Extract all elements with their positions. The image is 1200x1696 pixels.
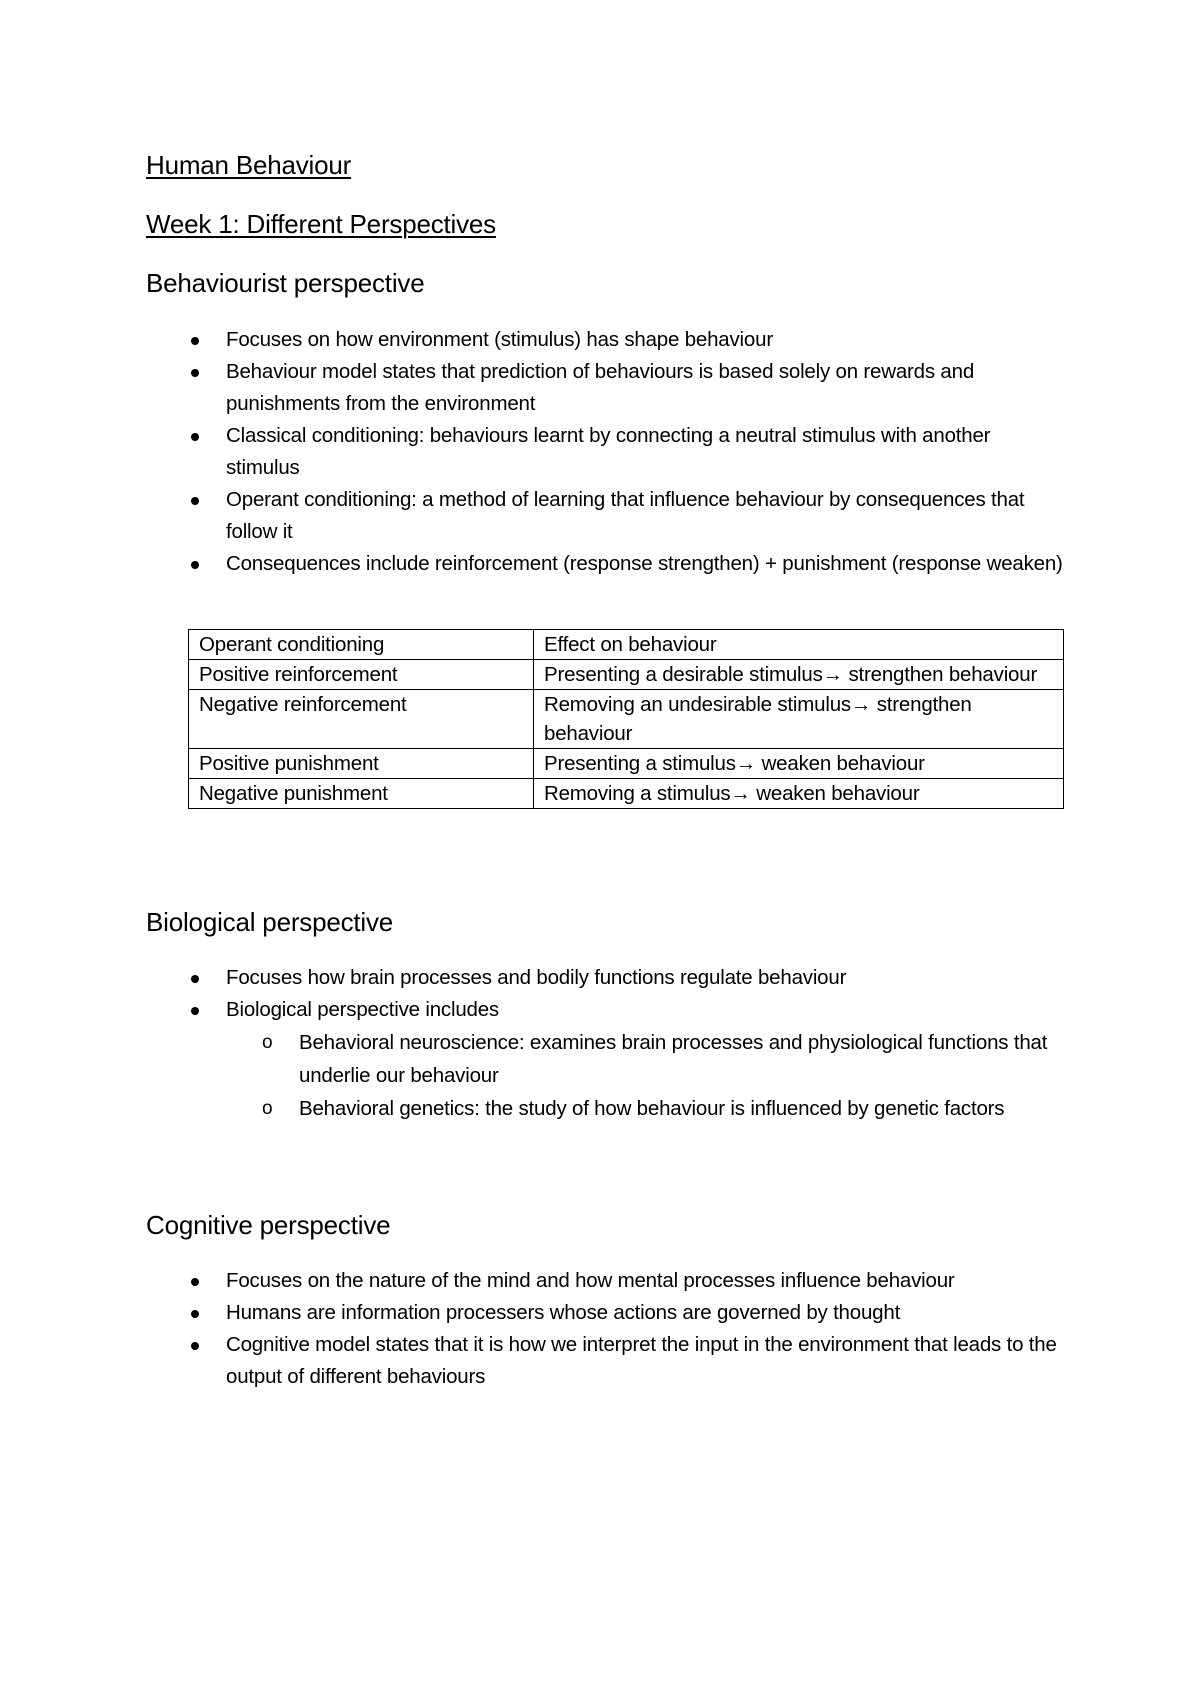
list-item-text: Biological perspective includes xyxy=(226,998,499,1021)
bullet-icon xyxy=(191,433,199,441)
list-item xyxy=(146,962,1066,994)
list-item-text: Operant conditioning: a method of learning that influence behaviour by consequences that follow it xyxy=(226,488,1025,543)
operant-conditioning-table xyxy=(188,629,1064,809)
cognitive-heading: Cognitive perspective xyxy=(146,1210,391,1240)
bullet-icon xyxy=(191,1007,199,1015)
sub-list-item-text: Behavioral genetics: the study of how behaviour is influenced by genetic factors xyxy=(299,1097,1005,1120)
table-cell: Removing an undesirable stimulus→ strengthen behaviour xyxy=(534,690,1064,749)
list-item-text: Behaviour model states that prediction of behaviours is based solely on rewards and punishments from the environment xyxy=(226,360,975,415)
table-row xyxy=(189,749,1064,779)
list-item xyxy=(146,356,1066,420)
list-item-text: Cognitive model states that it is how we interpret the input in the environment that leads to the output of different behaviours xyxy=(226,1333,1057,1388)
table-header-cell: Operant conditioning xyxy=(189,630,534,660)
table-header-row xyxy=(189,630,1064,660)
hollow-bullet-icon: o xyxy=(262,1098,273,1119)
bullet-icon xyxy=(191,497,199,505)
table-header-cell: Effect on behaviour xyxy=(534,630,1064,660)
table-row xyxy=(189,660,1064,690)
bullet-icon xyxy=(191,1342,199,1350)
table-cell: Presenting a desirable stimulus→ strengthen behaviour xyxy=(534,660,1064,690)
biological-bullet-list xyxy=(146,962,1066,1125)
table-cell: Removing a stimulus→ weaken behaviour xyxy=(534,779,1064,809)
bullet-icon xyxy=(191,1310,199,1318)
list-item xyxy=(146,1329,1066,1393)
list-item xyxy=(146,420,1066,484)
table-cell: Negative reinforcement xyxy=(189,690,534,749)
table-cell: Positive reinforcement xyxy=(189,660,534,690)
list-item xyxy=(146,994,1066,1125)
week-title: Week 1: Different Perspectives xyxy=(146,209,496,239)
list-item xyxy=(146,1265,1066,1297)
list-item xyxy=(146,1297,1066,1329)
sub-list-item xyxy=(226,1092,1066,1125)
biological-heading: Biological perspective xyxy=(146,907,394,937)
list-item xyxy=(146,324,1066,356)
table-cell: Positive punishment xyxy=(189,749,534,779)
table-row xyxy=(189,690,1064,749)
list-item-text: Focuses how brain processes and bodily functions regulate behaviour xyxy=(226,966,847,989)
sub-list-item xyxy=(226,1026,1066,1092)
list-item xyxy=(146,548,1066,580)
list-item-text: Classical conditioning: behaviours learnt by connecting a neutral stimulus with another stimulus xyxy=(226,424,991,479)
document-title: Human Behaviour xyxy=(146,150,352,180)
list-item-text: Focuses on the nature of the mind and how mental processes influence behaviour xyxy=(226,1269,955,1292)
list-item-text: Consequences include reinforcement (response strengthen) + punishment (response weaken) xyxy=(226,552,1063,575)
behaviourist-heading: Behaviourist perspective xyxy=(146,268,425,298)
bullet-icon xyxy=(191,369,199,377)
sub-list-item-text: Behavioral neuroscience: examines brain processes and physiological functions that underlie our behaviour xyxy=(299,1031,1048,1087)
list-item-text: Humans are information processers whose actions are governed by thought xyxy=(226,1301,901,1324)
bullet-icon xyxy=(191,337,199,345)
table-row xyxy=(189,779,1064,809)
hollow-bullet-icon: o xyxy=(262,1032,273,1053)
list-item xyxy=(146,484,1066,548)
table-cell: Presenting a stimulus→ weaken behaviour xyxy=(534,749,1064,779)
bullet-icon xyxy=(191,1278,199,1286)
table-cell: Negative punishment xyxy=(189,779,534,809)
list-item-text: Focuses on how environment (stimulus) has shape behaviour xyxy=(226,328,773,351)
biological-sub-list xyxy=(226,1026,1066,1125)
behaviourist-bullet-list xyxy=(146,324,1066,580)
cognitive-bullet-list xyxy=(146,1265,1066,1393)
bullet-icon xyxy=(191,975,199,983)
bullet-icon xyxy=(191,561,199,569)
